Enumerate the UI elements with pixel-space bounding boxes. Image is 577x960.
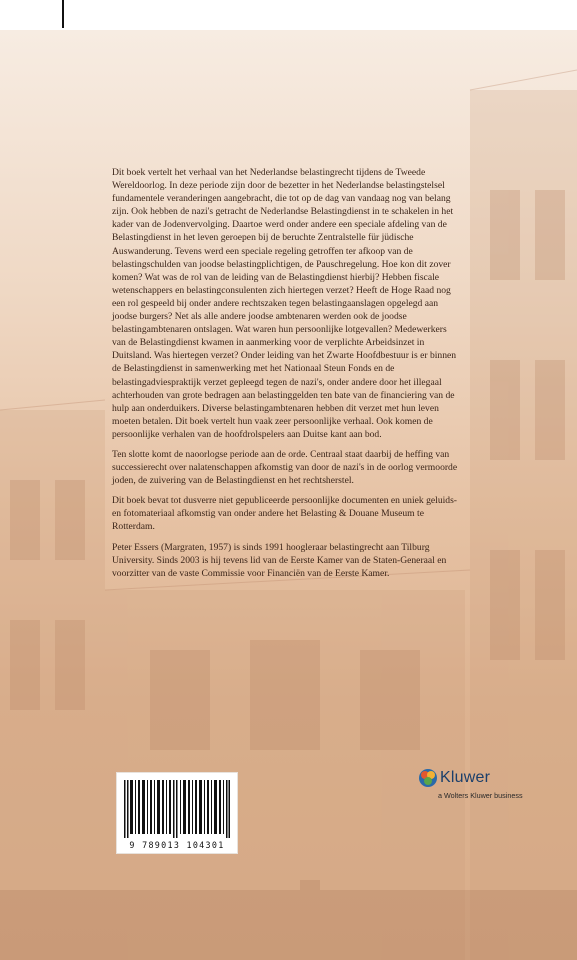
isbn-barcode: [116, 772, 238, 854]
author-bio-paragraph: Peter Essers (Margraten, 1957) is sinds 1991 hoogleraar belastingrecht aan Tilburg University. Sinds 2003 is hij tevens lid van de Eerste Kamer van de Staten-Generaal en voorzitter van de vaste Commissie voor Financiën van de Eerste Kamer.: [112, 541, 447, 579]
kluwer-logo-icon: [418, 768, 438, 788]
publisher-name: Kluwer: [440, 769, 491, 786]
back-cover: [0, 30, 577, 960]
back-cover-text: [112, 166, 462, 580]
publisher-tagline: a Wolters Kluwer business: [438, 791, 523, 800]
isbn-number: 9 789013 104301: [129, 840, 225, 850]
barcode-bars: [124, 780, 230, 838]
postwar-paragraph: Ten slotte komt de naoorlogse periode aan de orde. Centraal staat daarbij de heffing van successierecht over nalatenschappen afkomstig van door de nazi's in de oorlog vermoorde joden, de zuivering van de Belastingdienst en het rechtsherstel.: [112, 448, 458, 487]
intro-paragraph: Dit boek vertelt het verhaal van het Nederlandse belastingrecht tijdens de Tweede Wereldoorlog. In deze periode zijn door de bezetter in het Nederlandse belastingstelsel fundamentele veranderingen aangebracht, die tot op de dag van vandaag nog van belang zijn. Ook hebben de nazi's getracht de Nederlandse Belastingdienst in te schakelen in het kader van de Jodenvervolging. Daartoe werd onder andere een speciale afdeling van de Belastingdienst in het leven geroepen bij de beruchte Zentralstelle für jüdische Auswanderung. Tevens werd een speciale regeling getroffen ter afkoop van de belastingschulden van joodse belastingplichtigen, de Pauschregelung. Hoe kon dit zover komen? Wat was de rol van de leiding van de Belastingdienst hierbij? Hebben fiscale wetenschappers en belastingconsulenten zich hiertegen verzet? Heeft de Hoge Raad nog een rol gespeeld bij onder andere rechtszaken tegen belastingaanslagen opgelegd aan joodse burgers? Net als alle andere joodse ambtenaren werden ook de joodse belastingambtenaren ontslagen. Wat waren hun persoonlijke lotgevallen? Medewerkers van de Belastingdienst kwamen in aanmerking voor de verplichte Arbeidsinzet in Duitsland. Was hiertegen verzet? Onder leiding van het Zwarte Hoofdbestuur is er binnen de Belastingdienst in samenwerking met het Nationaal Steun Fonds en de belastingadviespraktijk verzet gepleegd tegen de nazi's, onder andere door het illegaal achterhouden van grote bedragen aan belastinggelden ten bate van de financiering van de hulp aan onderduikers. Diverse belastingambtenaren hebben dit verzet met hun leven moeten betalen. Dit boek vertelt hun vaak zeer persoonlijke verhaal. Ook komen de persoonlijke verhalen van de hoofdrolspelers aan Duitse kant aan bod.: [112, 167, 457, 440]
crop-mark-line: [62, 0, 64, 28]
publisher-logo: [418, 768, 558, 808]
top-margin: [0, 0, 577, 30]
sources-paragraph: Dit boek bevat tot dusverre niet gepubliceerde persoonlijke documenten en uniek geluids- en fotomateriaal afkomstig van onder andere het Belasting & Douane Museum te Rotterdam.: [112, 495, 458, 533]
